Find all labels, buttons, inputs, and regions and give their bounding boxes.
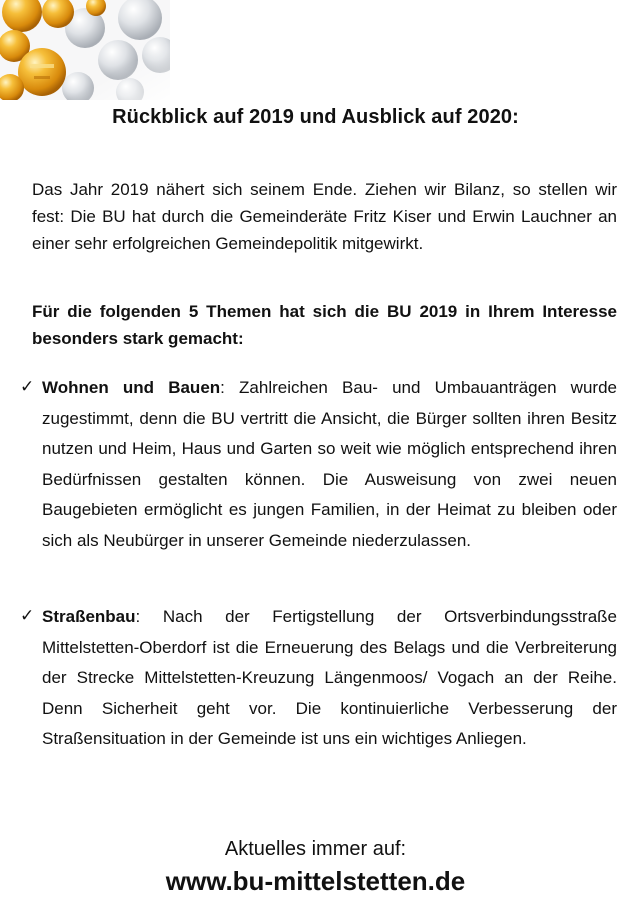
intro-paragraph: Das Jahr 2019 nähert sich seinem Ende. Ziehen wir Bilanz, so stellen wir fest: Die BU hat durch die Gemeinderäte Fritz Kiser und Erwin Lauchner an einer sehr erfolgreichen Gemeindepolitik mitgewirkt. — [32, 180, 617, 253]
website-link[interactable]: www.bu-mittelstetten.de — [165, 866, 466, 896]
lead-paragraph: Für die folgenden 5 Themen hat sich die BU 2019 in Ihrem Interesse besonders stark gemacht: — [32, 302, 617, 348]
list-item — [20, 602, 617, 755]
list-item-text — [42, 373, 617, 556]
list-item-body: : Zahlreichen Bau- und Umbauanträgen wurde zugestimmt, denn die BU vertritt die Ansicht, die Bürger sollten ihren Besitz nutzen und Heim, Haus und Garten so weit wie möglich entsprechend ihren Bedürfnissen gestalten können. Die Ausweisung von zwei neuen Baugebieten ermöglicht es jungen Familien, in der Heimat zu bleiben oder sich als Neubürger in unserer Gemeinde niederzulassen. — [42, 378, 617, 550]
list-item — [20, 373, 617, 556]
list-item-term: Wohnen und Bauen — [42, 378, 221, 397]
list-item-body: : Nach der Fertigstellung der Ortsverbindungsstraße Mittelstetten-Oberdorf ist die Erneuerung des Belags und die Verbreiterung der Strecke Mittelstetten-Kreuzung Längenmoos/ Vogach an der Reihe. Denn Sicherheit geht vor. Die kontinuierliche Verbesserung der Straßensituation in der Gemeinde ist uns ein wichtiges Anliegen. — [42, 607, 617, 748]
christmas-ornaments-image — [0, 0, 170, 100]
list-item-term: Straßenbau — [42, 607, 136, 626]
checkmark-icon: ✓ — [20, 606, 35, 626]
footer-label: Aktuelles immer auf: — [224, 838, 407, 860]
page-title: Rückblick auf 2019 und Ausblick auf 2020: — [112, 106, 519, 128]
checkmark-icon: ✓ — [20, 377, 35, 397]
list-item-text — [42, 602, 617, 755]
